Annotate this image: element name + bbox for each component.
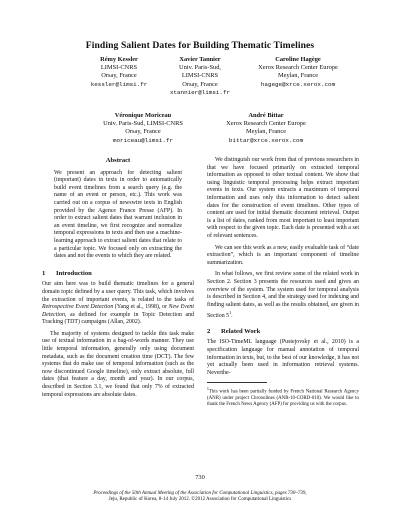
intro-paragraph-5 [207, 271, 359, 321]
author-name: Véronique Moriceau [114, 112, 172, 119]
author-affiliation: Xerox Research Center Europe [258, 64, 338, 72]
author-moriceau [78, 112, 208, 145]
author-email[interactable]: bittar@xrce.xerox.com [228, 136, 304, 144]
abstract [42, 170, 194, 261]
section-number: 1 [42, 269, 46, 277]
section-heading-related-work [207, 328, 359, 336]
section-title: Introduction [56, 269, 92, 277]
author-name: Rémy Kessler [100, 56, 138, 63]
author-hagege [238, 56, 358, 89]
author-affiliation: LIMSI-CNRS [100, 64, 138, 72]
intro-paragraph-2: The majority of systems designed to tackle this task make use of textual information in a bag-of-words manner. They use little temporal information, generally only using document metadata, such as the document creation time (DCT). The few systems that do make use of temporal information (such as the now discontinued Google timeline), only extract absolute, full dates (that feature a day, month and year). In our corpus, described in Section 3.1, we found that only 7% of extracted temporal expressions are absolute dates. [42, 330, 194, 398]
author-affiliation: Univ. Paris-Sud, LIMSI-CNRS [103, 120, 183, 128]
footnote-text: This work has been partially funded by French National Research Agency (ANR) under project Chronolines (ANR-10-CORD-010). We would like to thank the French News Agency (AFP) for providing us with the corpus. [207, 390, 359, 408]
author-affiliation: Xerox Research Center Europe [226, 120, 306, 128]
text-run: (Yang et al., 1998), or [113, 304, 169, 311]
author-tannier [152, 56, 248, 97]
paper-title: Finding Salient Dates for Building Thematic Timelines [85, 40, 315, 51]
section-title: Related Work [221, 327, 261, 335]
footnote-mark: 1 [207, 387, 209, 392]
author-location: Meylan, France [245, 128, 287, 136]
page-number: 730 [195, 474, 205, 481]
author-location: Meylan, France [277, 72, 319, 80]
footer-line-2: Jeju, Republic of Korea, 8-14 July 2012. ©2012 Association for Computational Linguistics [108, 497, 292, 503]
author-location: Orsay, France [101, 72, 137, 80]
author-name: Xavier Tannier [179, 56, 221, 63]
intro-paragraph-1 [42, 281, 194, 327]
author-email[interactable]: xtannier@limsi.fr [169, 88, 231, 96]
text-emphasis: New Event Detection [42, 304, 194, 318]
section-number: 2 [207, 327, 211, 335]
author-affiliation: Univ. Paris-Sud, [178, 64, 221, 72]
author-name: Caroline Hagège [275, 56, 321, 63]
text-emphasis: Retrospective Event Detection [42, 304, 114, 311]
footnote-marker[interactable]: 1 [229, 310, 232, 316]
footnote-divider [207, 382, 267, 383]
author-bittar [204, 112, 328, 145]
author-location: Orsay, France [125, 128, 161, 136]
author-affiliation-2: LIMSI-CNRS [181, 72, 219, 80]
right-column [207, 157, 359, 409]
author-location: Orsay, France [182, 80, 218, 88]
author-kessler [74, 56, 164, 89]
author-email[interactable]: hagege@xrce.xerox.com [260, 80, 336, 88]
text-run: , as defined for example in Topic Detection and Tracking (TDT) campaigns (Allan, 2002). [42, 311, 194, 326]
intro-paragraph-3: We distinguish our work from that of previous researchers in that we have focused primarily on extracted temporal information as opposed to other textual content. We show that using linguistic temporal processing helps extract important events in texts. Our system extracts a maximum of temporal information and uses only this information to detect salient dates for the construction of event timelines. Other types of content are used for initial thematic document retrieval. Output is a list of dates, ranked from most important to least important with respect to the given topic. Each date is presented with a set of relevant sentences. [207, 157, 359, 239]
author-name: André Bittar [248, 112, 284, 119]
author-email[interactable]: kessler@limsi.fr [90, 80, 148, 88]
text-run: In what follows, we first review some of the related work in Section 2. Section 3 presents the resources used and gives an overview of the system. The system used for temporal analysis is described in Section 4, and the strategy used for indexing and finding salient dates, as well as the results obtained, are given in Section 5 [207, 271, 359, 320]
related-paragraph-1: The ISO-TimeML language (Pustejovsky et al., 2010) is a specification language for manual annotation of temporal information in texts, but, to the best of our knowledge, it has not yet actually been used in information retrieval systems. Neverthe- [207, 339, 359, 376]
intro-paragraph-4: We can see this work as a new, easily evaluable task of “date extraction”, which is an important component of timeline summarization. [207, 244, 359, 266]
left-column [42, 157, 194, 399]
abstract-heading: Abstract [105, 157, 131, 164]
author-email[interactable]: moriceau@limsi.fr [112, 136, 174, 144]
abstract-text: We present an approach for detecting salient (important) dates in texts in order to automatically build event timelines from a search query (e.g. the name of an event or person, etc.). This work was carried out on a corpus of newswire texts in English provided by the Agence France Presse (AFP). In order to extract salient dates that warrant inclusion in an event timeline, we first recognize and normalize temporal expressions in texts and then use a machine-learning approach to extract salient dates that relate to a particular topic. We focused only on extracting the dates and not the events to which they are related. [54, 169, 182, 260]
text-run: . [231, 313, 233, 320]
proceedings-footer [0, 491, 400, 503]
section-heading-introduction [42, 270, 194, 278]
footnote [207, 386, 359, 408]
footer-line-1: Proceedings of the 50th Annual Meeting of the Association for Computational Linguistics, pages 730–739, [93, 491, 307, 496]
text-run: Our aim here was to build thematic timelines for a general domain topic defined by a user query. This task, which involves the extraction of important events, is related to the tasks of [42, 281, 194, 303]
